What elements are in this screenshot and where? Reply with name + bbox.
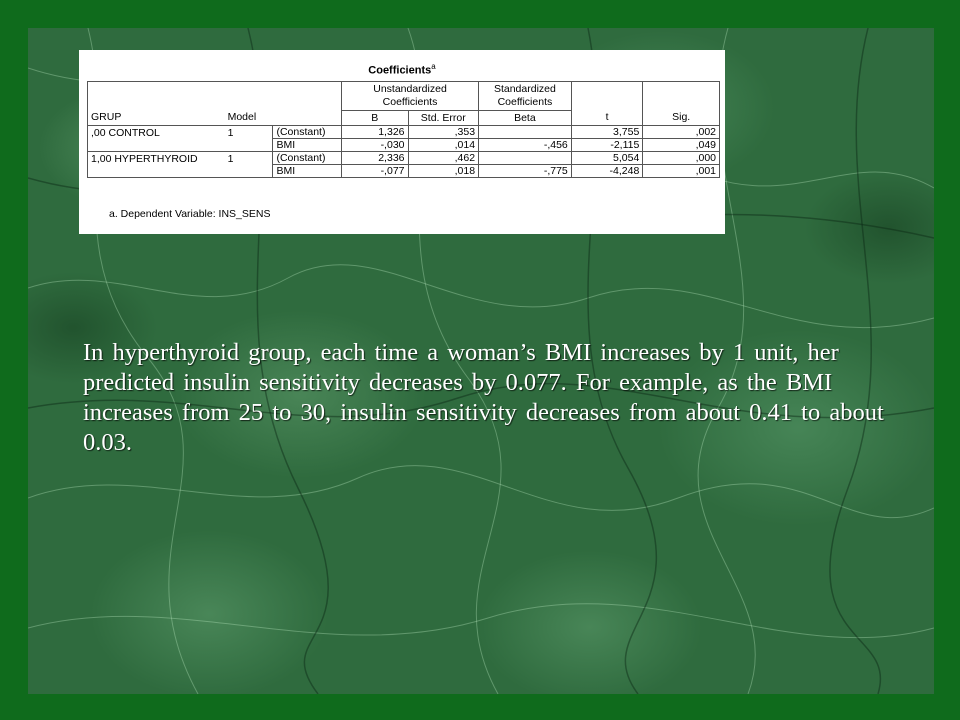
cell-model: 1 [225, 126, 273, 139]
cell-t: -2,115 [571, 139, 643, 152]
cell-std-error: ,014 [408, 139, 479, 152]
table-row [88, 139, 720, 152]
cell-model [225, 139, 273, 152]
cell-group: ,00 CONTROL [88, 126, 225, 139]
col-header-t: t [571, 111, 643, 126]
cell-t: 3,755 [571, 126, 643, 139]
col-header-sig: Sig. [643, 111, 720, 126]
col-header-model: Model [225, 111, 342, 126]
header-blank-sig [643, 82, 720, 111]
cell-sig: ,049 [643, 139, 720, 152]
table-title-text: Coefficients [368, 64, 432, 77]
cell-std-error: ,353 [408, 126, 479, 139]
cell-model [225, 165, 273, 178]
table-footnote: a. Dependent Variable: INS_SENS [109, 208, 271, 220]
cell-sig: ,001 [643, 165, 720, 178]
col-header-std-error: Std. Error [408, 111, 479, 126]
cell-b: -,030 [341, 139, 408, 152]
slide-canvas [28, 28, 934, 694]
cell-sig: ,000 [643, 152, 720, 165]
col-header-b: B [341, 111, 408, 126]
cell-std-error: ,018 [408, 165, 479, 178]
header-blank [88, 82, 342, 111]
header-row-columns [88, 111, 720, 126]
cell-b: -,077 [341, 165, 408, 178]
header-standardized: Standardized Coefficients [479, 82, 572, 111]
cell-t: 5,054 [571, 152, 643, 165]
cell-beta: -,456 [479, 139, 572, 152]
cell-t: -4,248 [571, 165, 643, 178]
cell-group [88, 139, 225, 152]
cell-model: 1 [225, 152, 273, 165]
cell-sig: ,002 [643, 126, 720, 139]
coefficients-table-panel [79, 50, 725, 234]
cell-term: (Constant) [273, 152, 342, 165]
table-row [88, 152, 720, 165]
cell-term: BMI [273, 165, 342, 178]
table-title-footnote-mark: a [431, 62, 436, 71]
cell-std-error: ,462 [408, 152, 479, 165]
header-blank-t [571, 82, 643, 111]
table-row [88, 165, 720, 178]
col-header-beta: Beta [479, 111, 572, 126]
cell-group [88, 165, 225, 178]
cell-beta: -,775 [479, 165, 572, 178]
cell-b: 2,336 [341, 152, 408, 165]
table-title [79, 62, 725, 77]
header-unstandardized: Unstandardized Coefficients [341, 82, 478, 111]
cell-term: BMI [273, 139, 342, 152]
cell-beta [479, 126, 572, 139]
header-row-groups [88, 82, 720, 111]
coefficients-table [87, 81, 720, 178]
col-header-group: GRUP [88, 111, 225, 126]
cell-group: 1,00 HYPERTHYROID [88, 152, 225, 165]
cell-beta [479, 152, 572, 165]
table-row [88, 126, 720, 139]
cell-term: (Constant) [273, 126, 342, 139]
cell-b: 1,326 [341, 126, 408, 139]
slide-body-text: In hyperthyroid group, each time a woman’s BMI increases by 1 unit, her predicted insulin sensitivity decreases by 0.077. For example, as the BMI increases from 25 to 30, insulin sensitivity decreases from about 0.41 to about 0.03. [83, 339, 884, 456]
